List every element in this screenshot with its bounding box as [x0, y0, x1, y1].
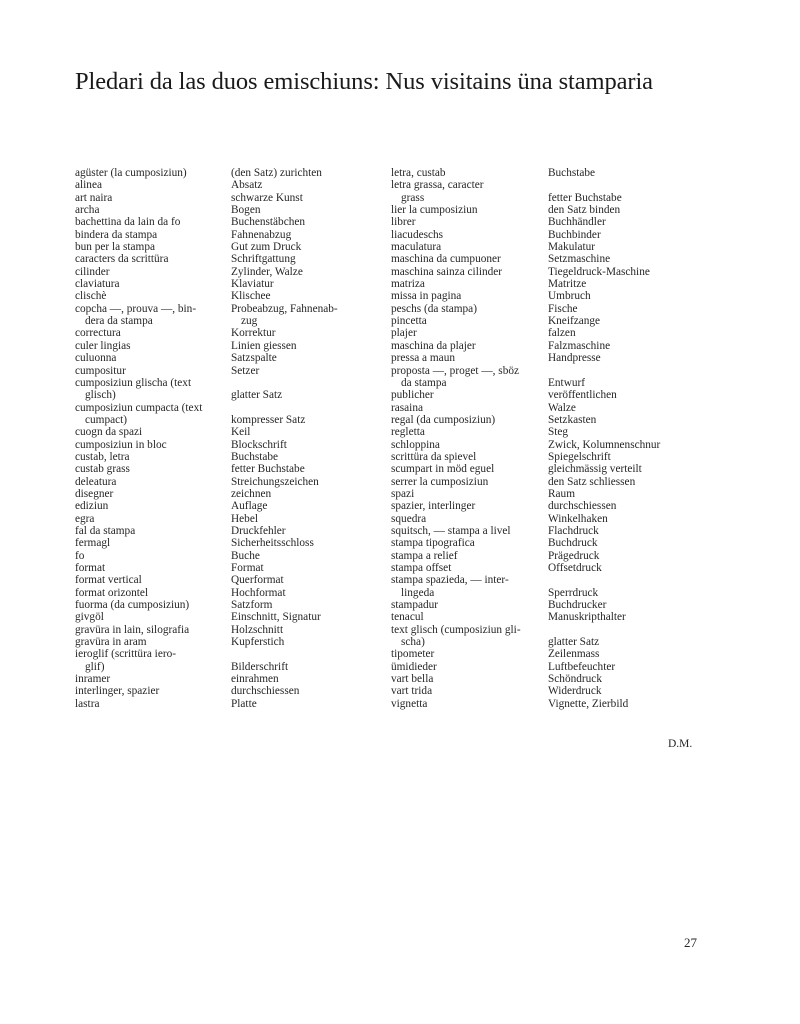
glossary-entry: caracters da scrittüra	[75, 253, 169, 266]
glossary-entry: Gut zum Druck	[231, 241, 302, 254]
glossary-entry: Schöndruck	[548, 673, 602, 686]
glossary-entry: fetter Buchstabe	[548, 191, 622, 204]
glossary-entry: Buchdruck	[548, 537, 598, 550]
glossary-entry: glatter Satz	[548, 636, 600, 649]
glossary-entry: Zwick, Kolumnenschnur	[548, 438, 661, 451]
glossary-entry: bachettina da lain da fo	[75, 216, 181, 229]
glossary-entry: rasaina	[391, 401, 423, 414]
glossary-entry: Walze	[548, 401, 576, 414]
glossary-entry: inramer	[75, 673, 111, 686]
glossary-entry: deleatura	[75, 475, 117, 488]
glossary-entry: culer lingias	[75, 339, 131, 352]
glossary-entry: Zylinder, Walze	[231, 265, 303, 278]
glossary-entry: cumposiziun cumpacta (text	[75, 401, 203, 414]
glossary-entry: Zeilenmass	[548, 648, 600, 661]
glossary-entry: stampa offset	[391, 562, 452, 574]
glossary-entry: squedra	[391, 512, 427, 525]
glossary-entry: format vertical	[75, 574, 142, 587]
glossary-entry: Luftbefeuchter	[548, 660, 616, 673]
glossary-entry: Hochformat	[231, 586, 286, 599]
glossary-entry: fal da stampa	[75, 524, 136, 537]
glossary-entry: fo	[75, 549, 85, 562]
glossary-entry	[548, 574, 728, 586]
glossary-entry: Format	[231, 562, 264, 574]
glossary-entry: Umbruch	[548, 290, 591, 303]
glossary-entry: veröffentlichen	[548, 389, 617, 402]
glossary-entry: letra grassa, caracter	[391, 179, 484, 192]
glossary-entry: grass	[401, 191, 425, 204]
glossary-entry	[231, 648, 381, 660]
glossary-entry: Klischee	[231, 290, 271, 303]
glossary-entry: lastra	[75, 697, 100, 710]
glossary-entry: fetter Buchstabe	[231, 463, 305, 476]
glossary-entry: Buche	[231, 549, 260, 562]
glossary-entry: Platte	[231, 697, 257, 710]
glossary-entry: regal (da cumposiziun)	[391, 413, 496, 426]
glossary-entry: serrer la cumposiziun	[391, 475, 489, 488]
glossary-entry: Korrektur	[231, 327, 276, 340]
glossary-entry: durchschiessen	[548, 500, 617, 513]
glossary-entry: art naira	[75, 191, 113, 204]
glossary-entry: Buchstabe	[231, 450, 279, 463]
glossary-entry: peschs (da stampa)	[391, 302, 477, 315]
glossary-entry: zug	[241, 315, 258, 328]
glossary-entry: lingeda	[401, 586, 435, 599]
glossary-entry: den Satz schliessen	[548, 475, 636, 488]
glossary-entry: scrittüra da spievel	[391, 450, 477, 463]
glossary-entry: Setzer	[231, 364, 260, 377]
glossary-entry: Raum	[548, 487, 575, 500]
glossary-entry: archa	[75, 204, 100, 217]
glossary-entry: ediziun	[75, 500, 109, 513]
glossary-entry: claviatura	[75, 278, 120, 291]
glossary-entry: Handpresse	[548, 352, 601, 365]
glossary-entry: liacudeschs	[391, 228, 444, 241]
glossary-column-german-1	[231, 167, 381, 710]
glossary-entry: da stampa	[401, 376, 447, 389]
glossary-entry: format	[75, 562, 106, 574]
glossary-column-romansh-1	[75, 167, 227, 710]
glossary-entry: publicher	[391, 389, 434, 402]
glossary-entry: (den Satz) zurichten	[231, 167, 322, 179]
glossary-entry: ümidieder	[391, 660, 437, 673]
glossary-entry: Falzmaschine	[548, 339, 611, 352]
glossary-entry: Buchstabe	[548, 167, 596, 179]
glossary-entry: disegner	[75, 487, 114, 500]
glossary-entry: format orizontel	[75, 586, 149, 599]
glossary-entry: Holzschnitt	[231, 623, 284, 636]
glossary-entry: tipometer	[391, 648, 435, 661]
glossary-entry: Satzform	[231, 599, 273, 612]
glossary-entry: Fische	[548, 302, 578, 315]
glossary-entry: Makulatur	[548, 241, 596, 254]
glossary-entry: cuogn da spazi	[75, 426, 143, 439]
glossary-entry: Einschnitt, Signatur	[231, 611, 321, 624]
glossary-entry: vart trida	[391, 685, 433, 698]
glossary-entry: vart bella	[391, 673, 434, 686]
glossary-entry: schloppina	[391, 438, 440, 451]
glossary-entry: stampadur	[391, 599, 439, 612]
glossary-entry: egra	[75, 512, 95, 525]
glossary-entry: gleichmässig verteilt	[548, 463, 642, 476]
glossary-entry: letra, custab	[391, 167, 446, 179]
glossary-entry: Klaviatur	[231, 278, 274, 291]
glossary-entry: Sicherheitsschloss	[231, 537, 314, 550]
glossary-entry: maschina da plajer	[391, 339, 476, 352]
glossary-entry: fermagl	[75, 537, 111, 550]
glossary-entry: regletta	[391, 426, 425, 439]
glossary-entry: maschina sainza cilinder	[391, 265, 503, 278]
glossary-entry: alinea	[75, 179, 102, 192]
glossary-entry: Vignette, Zierbild	[548, 697, 629, 710]
glossary-entry: pressa a maun	[391, 352, 455, 365]
glossary-entry: Buchbinder	[548, 228, 601, 241]
glossary-entry: Auflage	[231, 500, 268, 513]
glossary-entry: Buchhändler	[548, 216, 606, 229]
glossary-entry: Kneifzange	[548, 315, 601, 328]
glossary-entry: proposta —, proget —, sböz	[391, 364, 520, 377]
glossary-entry: culuonna	[75, 352, 117, 365]
glossary-entry: Bogen	[231, 204, 261, 217]
glossary-entry: Keil	[231, 426, 251, 439]
glossary-entry: Buchenstäbchen	[231, 216, 306, 229]
glossary-entry: Schriftgattung	[231, 253, 296, 266]
glossary-entry: Flachdruck	[548, 524, 599, 537]
glossary-entry: schwarze Kunst	[231, 191, 303, 204]
glossary-entry: zeichnen	[231, 487, 272, 500]
glossary-entry: Hebel	[231, 512, 258, 525]
glossary-entry: cumpositur	[75, 364, 126, 377]
glossary-entry: Kupferstich	[231, 636, 285, 649]
glossary-entry: Satzspalte	[231, 352, 277, 365]
glossary-entry	[548, 624, 728, 636]
glossary-entry: kompresser Satz	[231, 413, 306, 426]
glossary-entry: copcha —, prouva —, bin-	[75, 302, 197, 315]
glossary-entry: Blockschrift	[231, 438, 287, 451]
glossary-entry: Probeabzug, Fahnenab-	[231, 302, 338, 315]
glossary-entry: maschina da cumpuoner	[391, 253, 501, 266]
glossary-entry: bindera da stampa	[75, 228, 158, 241]
glossary-entry: Tiegeldruck-Maschine	[548, 265, 650, 278]
glossary-entry: Offsetdruck	[548, 562, 602, 574]
glossary-entry: Setzkasten	[548, 413, 597, 426]
glossary-entry: Winkelhaken	[548, 512, 608, 525]
glossary-entry: glif)	[85, 660, 105, 673]
glossary-entry: missa in pagina	[391, 290, 462, 303]
glossary-entry: cumposiziun in bloc	[75, 438, 167, 451]
glossary-entry: lier la cumposiziun	[391, 204, 478, 217]
glossary-entry: correctura	[75, 327, 121, 340]
glossary-entry: scha)	[401, 636, 425, 649]
glossary-entry: squitsch, — stampa a livel	[391, 524, 511, 537]
glossary-entry: Sperrdruck	[548, 586, 599, 599]
glossary-entry: scumpart in möd eguel	[391, 463, 495, 476]
glossary-entry: givgöl	[75, 611, 104, 624]
glossary-entry: custab grass	[75, 463, 130, 476]
glossary-entry: Linien giessen	[231, 339, 297, 352]
glossary-entry: Manuskripthalter	[548, 611, 626, 624]
page-number: 27	[684, 935, 697, 950]
glossary-entry: Prägedruck	[548, 549, 600, 562]
glossary-entry: stampa a relief	[391, 549, 458, 562]
glossary-entry: text glisch (cumposiziun gli-	[391, 623, 521, 636]
glossary-entry: Querformat	[231, 574, 284, 587]
glossary-entry: librer	[391, 216, 416, 229]
page-title: Pledari da las duos emischiuns: Nus visitains üna stamparia	[75, 68, 653, 95]
glossary-column-romansh-2	[391, 167, 544, 710]
glossary-entry: tenacul	[391, 611, 424, 624]
glossary-entry	[231, 377, 381, 389]
author-signature: D.M.	[668, 738, 693, 750]
glossary-entry: matriza	[391, 278, 425, 291]
glossary-entry: gravüra in lain, silografia	[75, 623, 190, 636]
glossary-entry: plajer	[391, 327, 417, 340]
glossary-entry: Matritze	[548, 278, 587, 291]
glossary-entry: falzen	[548, 327, 576, 340]
glossary-entry: Spiegelschrift	[548, 450, 611, 463]
glossary-entry: spazi	[391, 487, 415, 500]
glossary-entry: Setzmaschine	[548, 253, 611, 266]
glossary-entry: einrahmen	[231, 673, 279, 686]
glossary-entry: vignetta	[391, 697, 428, 710]
glossary-entry: Bilderschrift	[231, 660, 289, 673]
glossary-entry	[548, 365, 728, 377]
glossary-entry: agüster (la cumposiziun)	[75, 167, 187, 179]
glossary-entry	[548, 179, 728, 191]
glossary-entry: cumpact)	[85, 413, 128, 426]
glossary-entry: spazier, interlinger	[391, 500, 476, 513]
glossary-entry: dera da stampa	[85, 315, 153, 328]
glossary-entry: Steg	[548, 426, 569, 439]
glossary-entry: Druckfehler	[231, 524, 286, 537]
glossary-entry: interlinger, spazier	[75, 685, 160, 698]
glossary-entry: glatter Satz	[231, 389, 283, 402]
glossary-entry: Widerdruck	[548, 685, 602, 698]
glossary-entry: Streichungszeichen	[231, 475, 319, 488]
glossary-entry: pincetta	[391, 315, 427, 328]
glossary-entry: bun per la stampa	[75, 241, 155, 254]
glossary-entry: gravüra in aram	[75, 636, 147, 649]
glossary-entry: Fahnenabzug	[231, 228, 292, 241]
glossary-entry: stampa spazieda, — inter-	[391, 574, 509, 587]
glossary-entry: Entwurf	[548, 376, 586, 389]
glossary-entry	[231, 402, 381, 414]
glossary-entry: Buchdrucker	[548, 599, 607, 612]
glossary-entry: ieroglif (scrittüra iero-	[75, 648, 176, 661]
glossary-entry: clischè	[75, 290, 107, 303]
glossary-entry: cilinder	[75, 265, 110, 278]
glossary-entry: maculatura	[391, 241, 442, 254]
glossary-column-german-2	[548, 167, 728, 710]
glossary-entry: cumposiziun glischa (text	[75, 376, 192, 389]
glossary-entry: stampa tipografica	[391, 537, 475, 550]
glossary-entry: fuorma (da cumposiziun)	[75, 599, 190, 612]
glossary-entry: glisch)	[85, 389, 116, 402]
glossary-entry: custab, letra	[75, 450, 130, 463]
glossary-entry: Absatz	[231, 179, 263, 192]
glossary-entry: den Satz binden	[548, 204, 621, 217]
glossary-entry: durchschiessen	[231, 685, 300, 698]
